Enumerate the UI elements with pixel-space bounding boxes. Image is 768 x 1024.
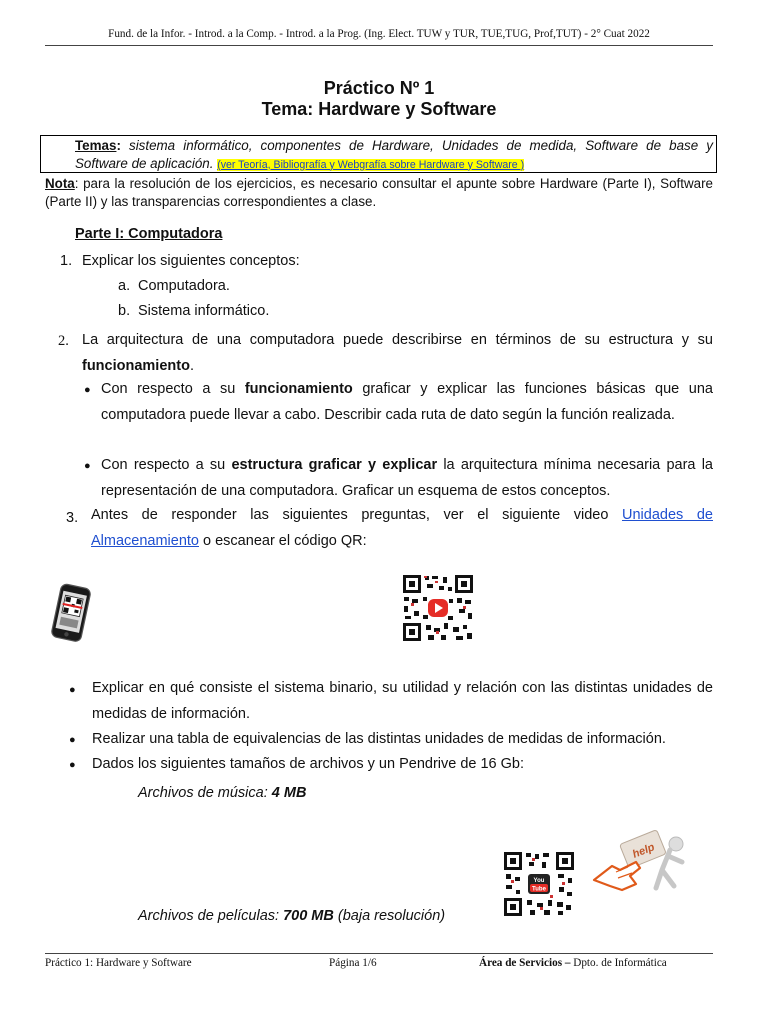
- page-number: Página 1/6: [329, 957, 377, 969]
- bullet-dot: ●: [84, 384, 91, 396]
- item3-text: [91, 503, 713, 554]
- footer-left: Práctico 1: Hardware y Software: [45, 957, 192, 969]
- movie-note: (baja resolución): [333, 908, 446, 924]
- footer-right-text: Dpto. de Informática: [570, 957, 667, 969]
- practice-title: Práctico Nº 1: [323, 78, 435, 98]
- bullet-post: la arquitectura mínima necesaria para la representación de una computadora. Graficar un esquema de estos conceptos.: [101, 457, 713, 499]
- svg-text:Tube: Tube: [532, 886, 546, 893]
- item2-text: [82, 328, 713, 379]
- temas-content: sistema informático, componentes de Hardware, Unidades de medida, Software de base y Software de aplicación.: [75, 138, 713, 171]
- item3-after: o escanear el código QR:: [199, 532, 367, 549]
- sub-item-text: Sistema informático.: [138, 303, 270, 319]
- smartphone-qr-icon: [44, 582, 100, 644]
- bullet-dot: ●: [69, 684, 76, 696]
- footer-right: [479, 957, 667, 969]
- item2-bullet-1: [101, 377, 713, 428]
- movie-files-line: [138, 906, 445, 926]
- page-header: Fund. de la Infor. - Introd. a la Comp. - Introd. a la Prog. (Ing. Elect. TUW y TUR, TUE,TUG, Prof,TUT) - 2° Cuat 2022: [108, 28, 650, 40]
- bullet-dot: ●: [69, 759, 76, 771]
- practice-subtitle: Tema: Hardware y Software: [261, 99, 497, 119]
- qr-code-youtube-icon[interactable]: [502, 850, 576, 918]
- help-figure-icon: [590, 826, 702, 902]
- qr-code-youtube-icon[interactable]: [401, 573, 475, 643]
- item-number: 1.: [60, 253, 73, 269]
- item1-text: Explicar los siguientes conceptos:: [82, 253, 300, 269]
- sub-letter: a.: [118, 278, 131, 294]
- header-rule: [45, 45, 713, 46]
- svg-text:help: help: [630, 841, 657, 861]
- sub-letter: b.: [118, 303, 131, 319]
- bullet-bold: funcionamiento: [244, 381, 353, 397]
- section-heading: Parte I: Computadora: [75, 226, 223, 242]
- temas-label: Temas: [75, 138, 117, 153]
- item2-period: .: [189, 357, 194, 374]
- item-number: 3.: [66, 510, 79, 526]
- bullet-dot: ●: [84, 460, 91, 472]
- nota-text: : para la resolución de los ejercicios, es necesario consultar el apunte sobre Hardware (Parte I), Software (Parte II) y las transparencias correspondientes a clase.: [45, 176, 713, 209]
- music-value: 4 MB: [271, 785, 307, 801]
- music-label: Archivos de música:: [138, 785, 272, 801]
- bullet-table: Realizar una tabla de equivalencias de las distintas unidades de medidas de información.: [92, 731, 666, 747]
- temas-colon: :: [116, 138, 121, 153]
- music-files-line: [138, 783, 306, 803]
- bullet-binary: Explicar en qué consiste el sistema binario, su utilidad y relación con las distintas unidades de medidas de información.: [92, 680, 713, 722]
- bullet-bold: estructura graficar y explicar: [231, 457, 438, 473]
- storage-units-video-link[interactable]: Unidades de Almacenamiento: [91, 507, 713, 549]
- item-number: 2.: [58, 333, 69, 349]
- nota-paragraph: [45, 175, 713, 211]
- movie-label: Archivos de películas:: [138, 908, 284, 924]
- bullet-pre: Con respecto a su: [101, 457, 232, 473]
- svg-text:You: You: [533, 878, 545, 884]
- bullet-pre: Con respecto a su: [101, 381, 245, 397]
- temas-reference-link[interactable]: (ver Teoría, Bibliografía y Webgrafía sobre Hardware y Software ): [217, 158, 525, 171]
- item2-lead: La arquitectura de una computadora puede describirse en términos de su estructura y su: [82, 332, 713, 348]
- item2-bold: funcionamiento: [82, 357, 190, 374]
- sub-item-text: Computadora.: [138, 278, 230, 294]
- bullet-files: Dados los siguientes tamaños de archivos y un Pendrive de 16 Gb:: [92, 756, 525, 772]
- footer-right-bold: Área de Servicios –: [479, 957, 571, 969]
- item2-bullet-2: [101, 453, 713, 504]
- bullet-dot: ●: [69, 734, 76, 746]
- movie-value: 700 MB: [283, 908, 334, 924]
- nota-label: Nota: [45, 176, 75, 191]
- temas-text: [75, 137, 713, 174]
- footer-rule: [45, 953, 713, 954]
- bullet-post: graficar y explicar las funciones básicas que una computadora puede llevar a cabo. Describir cada ruta de dato según la función realizada.: [101, 381, 713, 423]
- item3-lead: Antes de responder las siguientes preguntas, ver el siguiente video: [91, 507, 622, 523]
